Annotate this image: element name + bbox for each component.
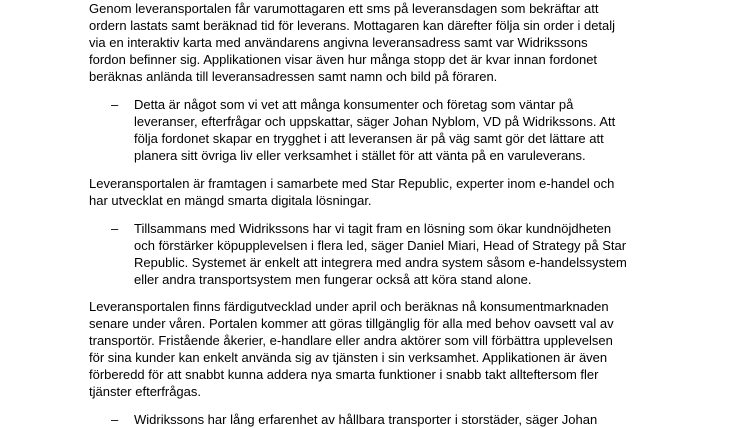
quote-paragraph xyxy=(134,220,664,288)
text-line: och förstärker köpupplevelsen i flera led, säger Daniel Miari, Head of Strategy på Star xyxy=(134,238,627,254)
bullet-dash: – xyxy=(111,97,119,112)
text-line: leveranser, efterfrågar och uppskattar, säger Johan Nyblom, VD på Widrikssons. Att xyxy=(134,114,616,130)
text-line: Genom leveransportalen får varumottagaren ett sms på leveransdagen som bekräftar att xyxy=(89,1,599,16)
text-line: Leveransportalen finns färdigutvecklad under april och beräknas nå konsumentmarknaden xyxy=(89,299,609,314)
text-line: följa fordonet skapar en trygghet i att leveransen är på väg samt gör det lättare att xyxy=(134,131,604,147)
text-line: beräknas anlända till leveransadressen samt namn och bild på föraren. xyxy=(89,69,498,85)
text-line: Detta är något som vi vet att många konsumenter och företag som väntar på xyxy=(134,97,574,112)
quote-paragraph xyxy=(134,411,664,428)
text-line: ordern lastats samt beräknad tid för leverans. Mottagaren kan därefter följa sin order i detalj xyxy=(89,18,616,34)
text-line: Tillsammans med Widrikssons har vi tagit fram en lösning som ökar kundnöjdheten xyxy=(134,221,612,236)
text-line: förberedd för att snabbt kunna addera nya smarta funktioner i snabb takt allteftersom fler xyxy=(89,367,599,383)
text-line: planera sitt övriga liv eller verksamhet i stället för att vänta på en varuleverans. xyxy=(134,148,586,164)
text-line: Widrikssons har lång erfarenhet av hållbara transporter i storstäder, säger Johan xyxy=(134,412,598,427)
text-line: Republic. Systemet är enkelt att integrera med andra system såsom e-handelssystem xyxy=(134,255,627,271)
quote-paragraph xyxy=(134,96,664,164)
body-paragraph xyxy=(89,0,669,85)
text-line: eller andra transportsystem men fungerar också att köra stand alone. xyxy=(134,272,532,288)
bullet-dash: – xyxy=(111,221,119,236)
body-paragraph xyxy=(89,298,669,401)
text-line: Leveransportalen är framtagen i samarbete med Star Republic, experter inom e-handel och xyxy=(89,176,615,191)
text-line: har utvecklat en mängd smarta digitala lösningar. xyxy=(89,193,372,209)
text-line: fordon befinner sig. Applikationen visar även hur många stopp det är kvar innan fordonet xyxy=(89,52,598,68)
text-line: för sina kunder kan enkelt använda sig av tjänsten i sin verksamhet. Applikationen är även xyxy=(89,350,608,366)
text-line: tjänster efterfrågas. xyxy=(89,384,201,400)
body-paragraph xyxy=(89,175,669,209)
text-line: senare under våren. Portalen kommer att göras tillgänglig för alla med behov oavsett val av xyxy=(89,316,614,332)
bullet-dash: – xyxy=(111,412,119,427)
text-line: transportör. Fristående åkerier, e-handlare eller andra aktörer som vill förbättra upplevelsen xyxy=(89,333,613,349)
text-line: via en interaktiv karta med användarens angivna leveransadress samt var Widrikssons xyxy=(89,35,588,51)
